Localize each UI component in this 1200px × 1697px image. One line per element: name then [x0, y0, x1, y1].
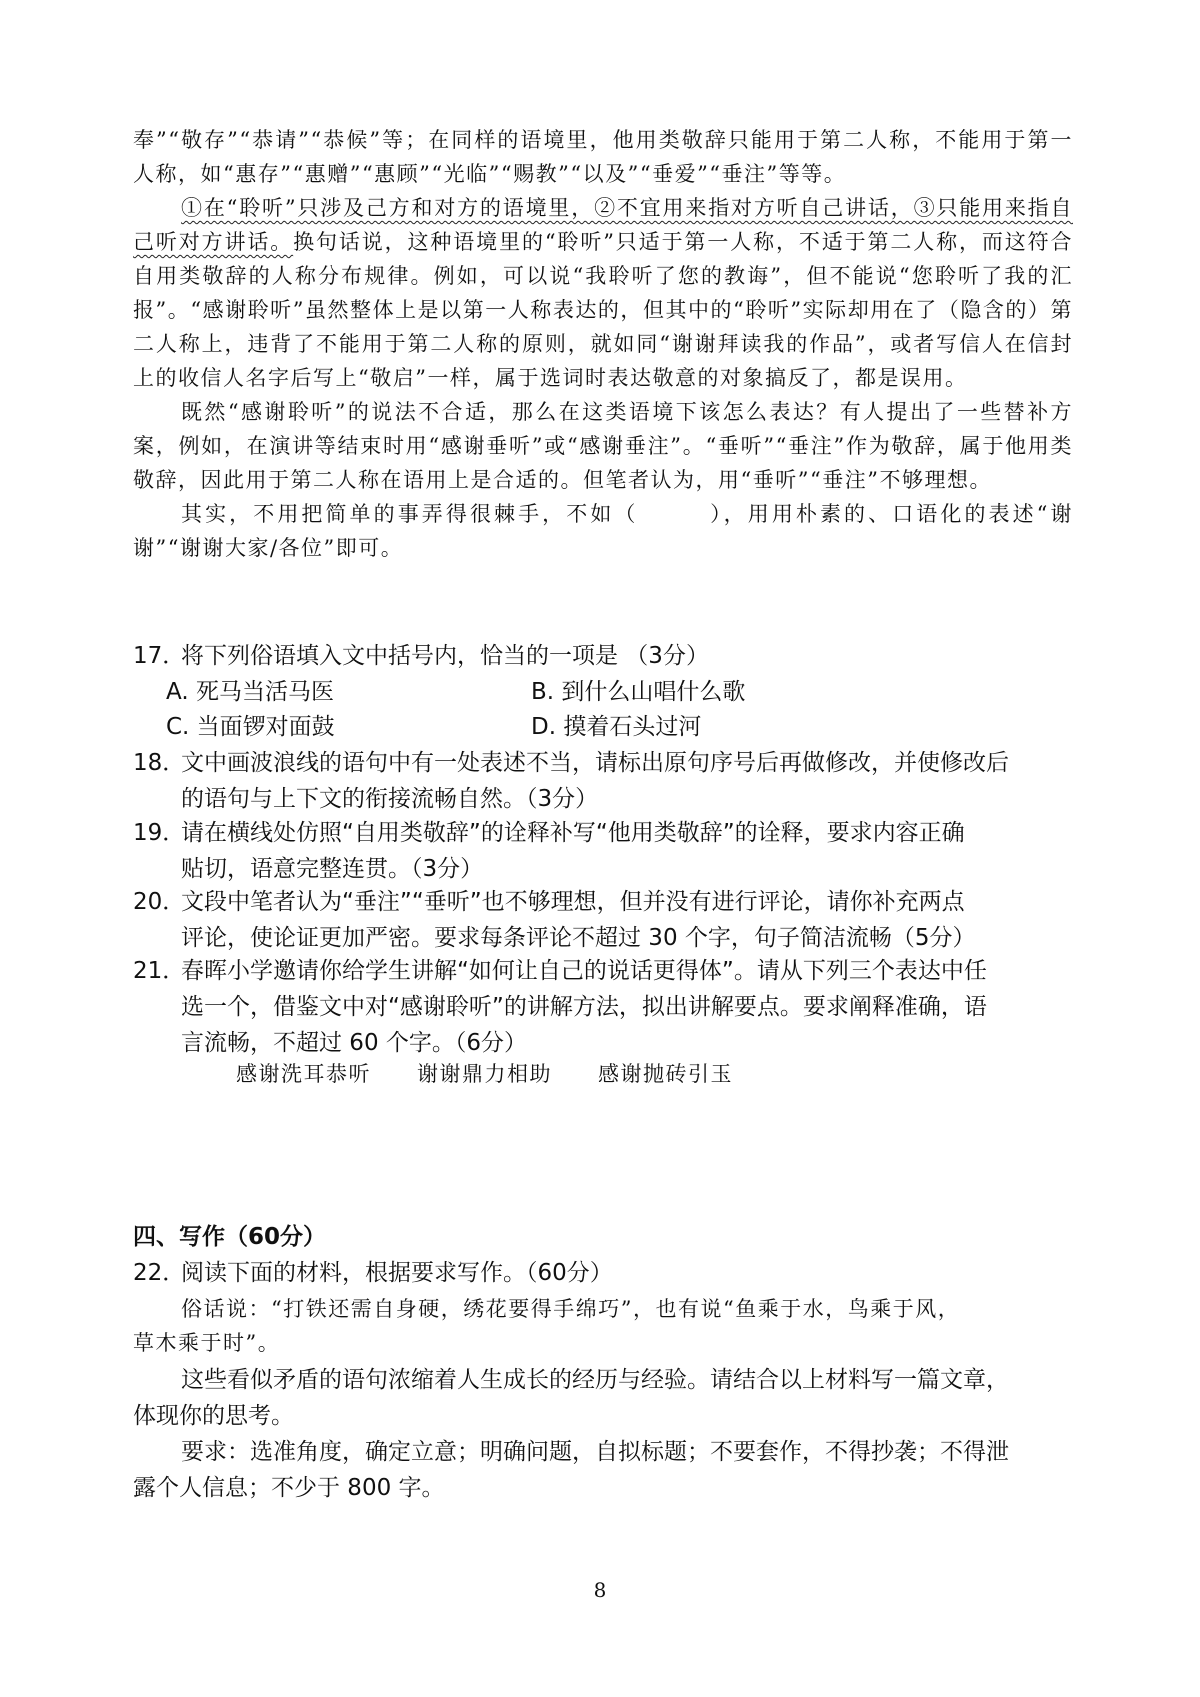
- question-text-line-2: 评论，使论证更加严密。要求每条评论不超过 30 个字，句子简洁流畅（5分）: [181, 925, 976, 951]
- question-number: 19．: [133, 820, 186, 846]
- expression-1: 感谢洗耳恭听: [236, 1062, 371, 1086]
- prompt-line-2: 体现你的思考。: [133, 1403, 294, 1429]
- passage-paragraph-2: [133, 191, 1073, 395]
- question-text: 阅读下面的材料，根据要求写作。（60分）: [181, 1260, 613, 1286]
- option-a: A. 死马当活马医: [166, 679, 334, 705]
- passage-paragraph-2-rest: 换句话说，这种语境里的“聆听”只适于第一人称，不适于第二人称，而这符合自用类敬辞的人称分布规律。例如，可以说“我聆听了您的教诲”，但不能说“您聆听了我的汇报”。“感谢聆听”虽然整体上是以第一人称表达的，但其中的“聆听”实际却用在了（隐含的）第二人称上，违背了不能用于第二人称的原则，就如同“谢谢拜读我的作品”，或者写信人在信封上的收信人名字后写上“敬启”一样，属于选词时表达敬意的对象搞反了，都是误用。: [133, 230, 1074, 390]
- requirements-line-1: 要求：选准角度，确定立意；明确问题，自拟标题；不要套作，不得抄袭；不得泄: [181, 1439, 1009, 1465]
- question-text-line-2: 选一个，借鉴文中对“感谢聆听”的讲解方法，拟出讲解要点。要求阐释准确，语: [181, 994, 987, 1020]
- question-text-line-3: 言流畅，不超过 60 个字。（6分）: [181, 1030, 528, 1056]
- reading-passage: [133, 123, 1073, 565]
- section-title-writing: 四、写作（60分）: [133, 1224, 327, 1250]
- page-number: 8: [593, 1578, 607, 1602]
- material-line-1: 俗话说：“打铁还需自身硬，绣花要得手绵巧”，也有说“鱼乘于水，鸟乘于风，: [181, 1297, 961, 1321]
- material-line-2: 草木乘于时”。: [133, 1331, 281, 1355]
- question-text-line-1: 文中画波浪线的语句中有一处表述不当，请标出原句序号后再做修改，并使修改后: [181, 750, 1009, 776]
- passage-paragraph-3: 既然“感谢聆听”的说法不合适，那么在这类语境下该怎么表达？有人提出了一些替补方案，例如，在演讲等结束时用“感谢垂听”或“感谢垂注”。“垂听”“垂注”作为敬辞，属于他用类敬辞，因此用于第二人称在语用上是合适的。但笔者认为，用“垂听”“垂注”不够理想。: [133, 400, 1073, 492]
- question-number: 20．: [133, 889, 186, 915]
- question-20: [133, 884, 1073, 956]
- question-text-line-2: 的语句与上下文的衔接流畅自然。（3分）: [181, 786, 599, 812]
- question-22-prompt: [133, 1362, 1073, 1506]
- question-17: [133, 638, 1073, 674]
- question-number: 21．: [133, 958, 186, 984]
- question-number: 22．: [133, 1260, 186, 1286]
- question-text-line-1: 文段中笔者认为“垂注”“垂听”也不够理想，但并没有进行评论，请你补充两点: [181, 889, 965, 915]
- question-22-material: [133, 1292, 1073, 1360]
- question-17-options-row-2: [166, 709, 966, 745]
- question-21-expressions: [236, 1057, 779, 1091]
- option-b: B. 到什么山唱什么歌: [531, 679, 746, 705]
- option-c: C. 当面锣对面鼓: [166, 714, 335, 740]
- question-text-line-2: 贴切，语意完整连贯。（3分）: [181, 856, 484, 882]
- option-d: D. 摸着石头过河: [531, 714, 702, 740]
- expression-2: 谢谢鼎力相助: [417, 1062, 552, 1086]
- question-text-line-1: 请在横线处仿照“自用类敬辞”的诠释补写“他用类敬辞”的诠释，要求内容正确: [181, 820, 965, 846]
- question-19: [133, 815, 1073, 887]
- expression-3: 感谢抛砖引玉: [598, 1062, 733, 1086]
- question-number: 17．: [133, 643, 186, 669]
- question-21: [133, 953, 1073, 1061]
- question-17-options-row-1: [166, 674, 966, 710]
- requirements-line-2: 露个人信息；不少于 800 字。: [133, 1475, 445, 1501]
- passage-paragraph-4: [133, 497, 1073, 565]
- question-22: [133, 1255, 1073, 1291]
- prompt-line-1: 这些看似矛盾的语句浓缩着人生成长的经历与经验。请结合以上材料写一篇文章，: [181, 1367, 1009, 1393]
- passage-paragraph-1: 奉”“敬存”“恭请”“恭候”等；在同样的语境里，他用类敬辞只能用于第二人称，不能用于第一人称，如“惠存”“惠赠”“惠顾”“光临”“赐教”“以及”“垂爱”“垂注”等等。: [133, 128, 1073, 186]
- passage-paragraph-4-part-a: 其实，不用把简单的事弄得很棘手，不如（: [181, 502, 639, 526]
- question-18: [133, 745, 1073, 817]
- passage-paragraph-4-part-b: ），用用朴素的、口语化的表述“谢谢”“谢谢大家/各位”即可。: [133, 502, 1073, 560]
- wavy-underlined-sentence: ①在“聆听”只涉及己方和对方的语境里，②不宜用来指对方听自己讲话，③只能用来指自己听对方讲话。: [133, 196, 1073, 254]
- question-text-line-1: 春晖小学邀请你给学生讲解“如何让自己的说话更得体”。请从下列三个表达中任: [181, 958, 987, 984]
- question-number: 18．: [133, 750, 186, 776]
- question-text: 将下列俗语填入文中括号内，恰当的一项是 （3分）: [181, 643, 709, 669]
